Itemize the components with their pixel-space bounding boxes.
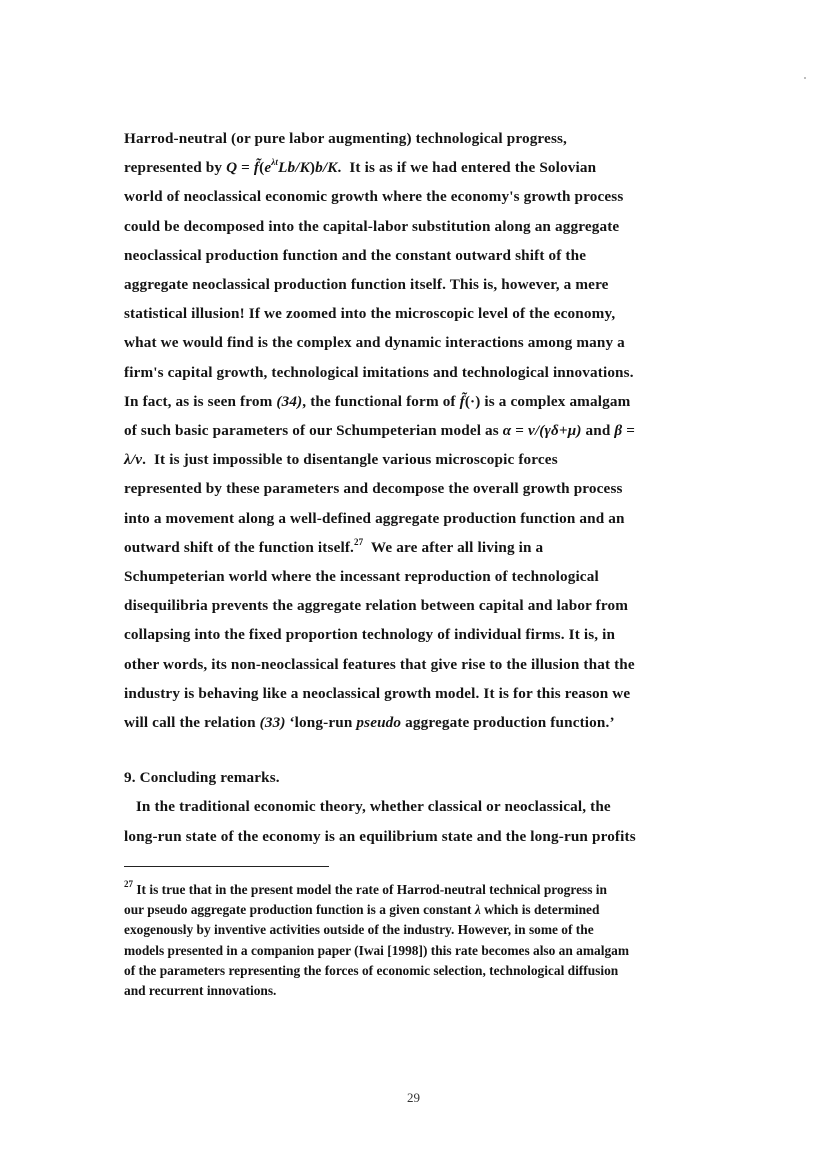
text-line: industry is behaving like a neoclassical growth model. It is for this reason we: [124, 684, 631, 702]
page-number: 29: [407, 1090, 420, 1105]
body-text: [124, 124, 764, 851]
text-line: In fact, as is seen from (34), the functional form of f̃(·) is a complex amalgam: [124, 392, 631, 410]
footnote-line: and recurrent innovations.: [124, 983, 277, 999]
footnote-line: models presented in a companion paper (Iwai [1998]) this rate becomes also an amalgam: [124, 942, 629, 958]
footnote-marker: 27: [124, 879, 133, 889]
footnote-line: $^{27}$ It is true that in the present model the rate of Harrod-neutral technical progress in: [124, 879, 607, 897]
footnote-ref[interactable]: 27: [353, 536, 364, 547]
text-line: of such basic parameters of our Schumpeterian model as α = ν/(γδ+μ) and β =: [124, 422, 636, 440]
text-line: collapsing into the fixed proportion technology of individual firms. It is, in: [124, 626, 616, 644]
text-line: aggregate neoclassical production function itself. This is, however, a mere: [124, 276, 609, 294]
text-line: long-run state of the economy is an equilibrium state and the long-run profits: [124, 827, 636, 845]
text-line: statistical illusion! If we zoomed into the microscopic level of the economy,: [124, 305, 616, 323]
footnote-line: our pseudo aggregate production function is a given constant λ which is determined: [124, 902, 600, 918]
text-line: what we would find is the complex and dynamic interactions among many a: [124, 334, 625, 352]
text-line: neoclassical production function and the constant outward shift of the: [124, 246, 587, 264]
text-line-formula: represented by $Q = f̃(e^{\lambda t}Lb/K)b/K$. It is as if we had entered the Solovian: [124, 157, 597, 177]
footnote-line: exogenously by inventive activities outside of the industry. However, in some of the: [124, 922, 594, 938]
text-line: λ/ν. It is just impossible to disentangle various microscopic forces: [124, 451, 558, 469]
text-line: In the traditional economic theory, whether classical or neoclassical, the: [124, 798, 611, 816]
text-line: disequilibria prevents the aggregate relation between capital and labor from: [124, 597, 628, 615]
paragraph-gap: [124, 737, 764, 763]
text-line: firm's capital growth, technological imitations and technological innovations.: [124, 363, 634, 381]
text-line: will call the relation (33) ‘long-run pseudo aggregate production function.’: [124, 714, 615, 732]
footnote-line: of the parameters representing the forces of economic selection, technological diffusion: [124, 962, 619, 978]
text-line: outward shift of the function itself.$^{27}$ We are after all living in a: [124, 536, 544, 556]
footnote-separator: [124, 866, 329, 867]
text-line: represented by these parameters and decompose the overall growth process: [124, 480, 623, 498]
text-line: Harrod-neutral (or pure labor augmenting) technological progress,: [124, 130, 568, 147]
text-line: world of neoclassical economic growth where the economy's growth process: [124, 188, 624, 206]
text-line: Schumpeterian world where the incessant reproduction of technological: [124, 568, 599, 586]
section-heading: 9. Concluding remarks.: [124, 769, 280, 787]
text-line: could be decomposed into the capital-labor substitution along an aggregate: [124, 217, 620, 235]
text-line: into a movement along a well-defined aggregate production function and an: [124, 509, 625, 527]
text-line: other words, its non-neoclassical features that give rise to the illusion that the: [124, 655, 635, 673]
footnote: [124, 880, 764, 1001]
scan-speck: [804, 77, 806, 79]
